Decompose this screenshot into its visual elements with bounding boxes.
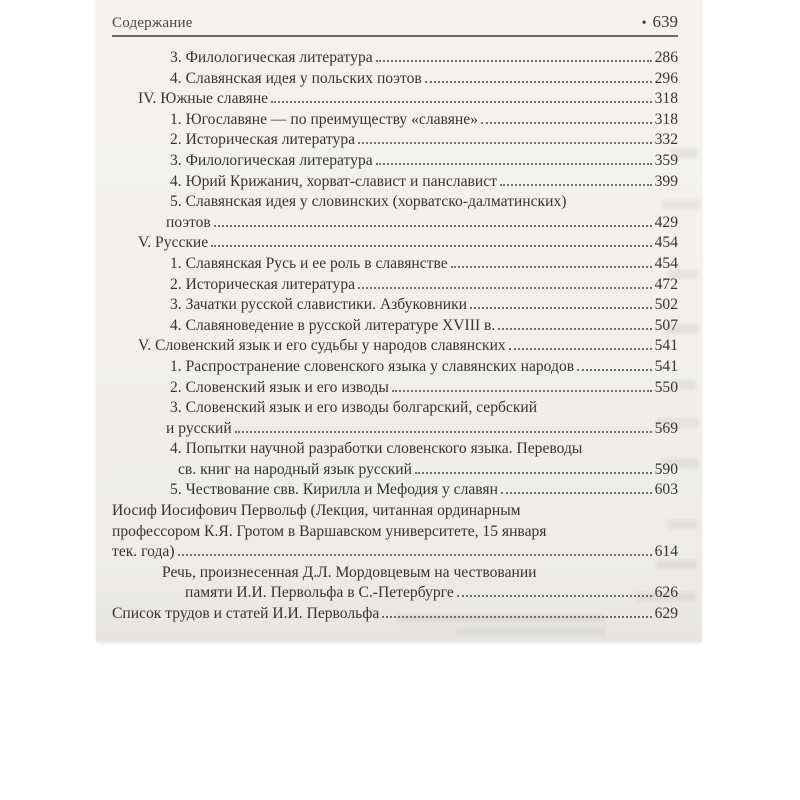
toc-entry-page: 590 — [654, 460, 678, 478]
toc-entry — [112, 398, 678, 419]
toc-entry-page: 399 — [654, 172, 678, 190]
toc-entry — [112, 48, 678, 69]
toc-entry-page: 286 — [654, 49, 678, 66]
toc-entry — [112, 439, 678, 460]
toc-entry-page: 454 — [654, 234, 678, 252]
toc-entry-page: 541 — [654, 357, 678, 375]
running-header — [112, 0, 678, 32]
dot-leader — [470, 307, 652, 309]
dot-leader — [382, 616, 651, 618]
dot-leader — [211, 245, 651, 247]
dot-leader — [457, 595, 652, 597]
dot-leader — [271, 101, 652, 103]
toc-entry — [112, 69, 678, 90]
dot-leader — [358, 142, 652, 144]
toc-entry-text: памяти И.И. Первольфа в С.-Петербурге — [185, 584, 454, 602]
toc-entry-page: 629 — [654, 605, 678, 623]
toc-entry-text: 4. Славянская идея у польских поэтов — [170, 69, 422, 87]
toc-entry-text: V. Русские — [138, 234, 209, 252]
page-number: 639 — [652, 12, 678, 31]
toc-entry-page: 603 — [654, 481, 678, 499]
toc-entry-text: тек. года) — [112, 543, 175, 561]
toc-entry-page: 626 — [654, 584, 678, 602]
toc-entry — [112, 254, 678, 275]
toc-entry-page: 318 — [654, 90, 678, 108]
toc-entry — [112, 192, 678, 213]
toc-entry-page: 502 — [654, 296, 678, 314]
toc-entry-text: и русский — [166, 419, 232, 437]
toc-entry — [112, 378, 678, 399]
toc-entry-text: 2. Историческая литература — [170, 131, 356, 149]
dot-leader — [214, 225, 652, 227]
toc-entry — [112, 501, 678, 522]
toc-entry-text: 3. Зачатки русской славистики. Азбуковники — [170, 296, 467, 314]
toc-entry-text: 3. Словенский язык и его изводы болгарский, сербский — [170, 399, 538, 417]
toc-entry-text: 2. Историческая литература — [170, 275, 356, 293]
toc-entry — [112, 172, 678, 193]
toc-entry — [112, 480, 678, 501]
dot-leader — [451, 266, 652, 268]
header-rule — [112, 35, 678, 37]
book-page-photo — [96, 0, 702, 642]
toc-entry-text: поэтов — [166, 213, 211, 231]
dot-leader — [500, 184, 652, 186]
toc-entry-text: IV. Южные славяне — [138, 90, 269, 108]
toc-entry — [112, 110, 678, 131]
toc-entry — [112, 151, 678, 172]
toc-entry — [112, 604, 678, 625]
toc-entry-text: 5. Славянская идея у словинских (хорватско-далматинских) — [170, 193, 567, 211]
toc-entry-text: 2. Словенский язык и его изводы — [170, 378, 389, 396]
toc-entry-continuation — [112, 542, 678, 563]
toc-entry-page: 541 — [654, 337, 678, 355]
toc-entry-text: V. Словенский язык и его судьбы у народов славянских — [138, 337, 506, 355]
dot-leader — [376, 163, 652, 165]
toc-entry-continuation — [112, 460, 678, 481]
dot-leader — [415, 472, 652, 474]
toc-entry-page: 569 — [654, 419, 678, 437]
toc-entry — [112, 275, 678, 296]
toc-entry-text: 4. Славяноведение в русской литературе XVIII в. — [170, 316, 496, 334]
dot-leader — [481, 122, 652, 124]
toc-entry-text: Иосиф Иосифович Первольф (Лекция, читанная ординарным — [112, 502, 521, 520]
dot-leader — [501, 492, 652, 494]
toc-entry — [112, 357, 678, 378]
dot-leader — [577, 369, 652, 371]
dot-leader — [498, 328, 651, 330]
toc-entry — [112, 89, 678, 110]
toc-entry-text: Список трудов и статей И.И. Первольфа — [112, 605, 380, 623]
dot-leader — [358, 287, 652, 289]
toc-entry-text: 1. Распространение словенского языка у славянских народов — [170, 357, 575, 375]
toc-entry-text: 3. Филологическая литература — [170, 151, 373, 169]
dot-leader — [425, 81, 652, 83]
running-header-title: Содержание — [112, 15, 193, 31]
toc-entry-page: 472 — [654, 275, 678, 293]
bullet-icon: • — [641, 16, 647, 31]
running-header-page — [642, 12, 678, 32]
toc-entry-continuation — [112, 419, 678, 440]
toc-entry-text: 1. Югославяне — по преимуществу «славяне» — [170, 110, 478, 128]
dot-leader — [392, 390, 652, 392]
dot-leader — [178, 554, 652, 556]
table-of-contents — [112, 48, 678, 625]
toc-entry-text: 3. Филологическая литература — [170, 49, 373, 66]
toc-entry-continuation — [112, 583, 678, 604]
toc-entry-page: 296 — [654, 69, 678, 87]
toc-entry — [112, 316, 678, 337]
toc-entry — [112, 130, 678, 151]
toc-entry-page: 550 — [654, 378, 678, 396]
toc-entry-page: 429 — [654, 213, 678, 231]
toc-entry — [112, 563, 678, 584]
toc-entry-text: 4. Юрий Крижанич, хорват-славист и панславист — [170, 172, 497, 190]
toc-entry — [112, 233, 678, 254]
dot-leader — [235, 431, 652, 433]
toc-entry-page: 454 — [654, 254, 678, 272]
toc-entry-text: профессором К.Я. Гротом в Варшавском университете, 15 января — [112, 522, 547, 540]
toc-entry-text: 1. Славянская Русь и ее роль в славянстве — [170, 254, 448, 272]
toc-entry-page: 507 — [654, 316, 678, 334]
dot-leader — [509, 348, 652, 350]
toc-entry-text: 4. Попытки научной разработки словенского языка. Переводы — [170, 440, 583, 458]
toc-entry-text: Речь, произнесенная Д.Л. Мордовцевым на чествовании — [162, 563, 537, 581]
page-content — [112, 0, 678, 642]
toc-entry-page: 318 — [654, 110, 678, 128]
toc-entry-text: св. книг на народный язык русский — [178, 460, 412, 478]
toc-entry-page: 614 — [654, 543, 678, 561]
toc-entry-continuation — [112, 213, 678, 234]
dot-leader — [376, 60, 652, 62]
toc-entry — [112, 295, 678, 316]
toc-entry-continuation — [112, 522, 678, 543]
toc-entry-page: 332 — [654, 131, 678, 149]
toc-entry-page: 359 — [654, 151, 678, 169]
toc-entry — [112, 336, 678, 357]
toc-entry-text: 5. Чествование свв. Кирилла и Мефодия у славян — [170, 481, 498, 499]
